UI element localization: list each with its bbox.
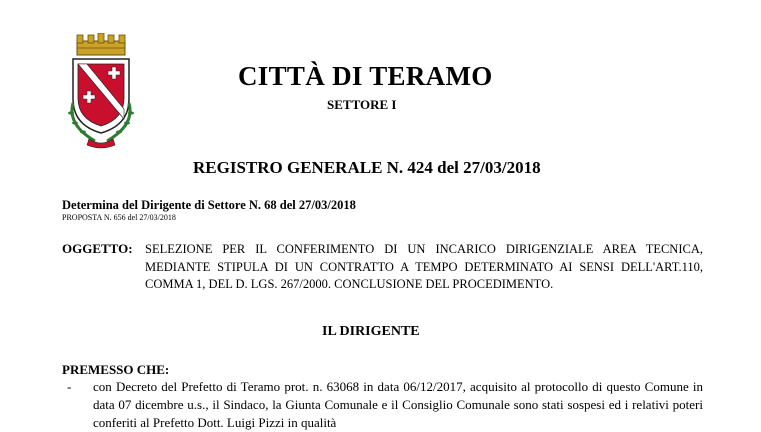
list-item-dash: -: [67, 379, 72, 394]
sector-label: SETTORE I: [327, 97, 397, 112]
list-item: con Decreto del Prefetto di Teramo prot. n. 63068 in data 06/12/2017, acquisito al protocollo di questo Comune in data 07 dicembre u.s., il Sindaco, la Giunta Comunale e il Consiglio Comunale sono stati sospesi ed i relativi poteri conferiti al Prefetto Dott. Luigi Pizzi in qualità: [93, 379, 703, 430]
city-title: CITTÀ DI TERAMO: [238, 61, 493, 91]
oggetto-label: OGGETTO:: [62, 241, 133, 256]
section-heading: IL DIRIGENTE: [322, 324, 420, 339]
premesso-label: PREMESSO CHE:: [62, 362, 170, 377]
proposta-line: PROPOSTA N. 656 del 27/03/2018: [62, 213, 176, 222]
registry-title: REGISTRO GENERALE N. 424 del 27/03/2018: [193, 158, 541, 177]
oggetto-text: SELEZIONE PER IL CONFERIMENTO DI UN INCARICO DIRIGENZIALE AREA TECNICA, MEDIANTE STIPULA DI UN CONTRATTO A TEMPO DETERMINATO AI SENSI DELL'ART.110, COMMA 1, DEL D. LGS. 267/2000. CONCLUSIONE DEL PROCEDIMENTO.: [145, 242, 703, 291]
determina-line: Determina del Dirigente di Settore N. 68 del 27/03/2018: [62, 198, 356, 212]
city-crest-icon: [63, 33, 139, 151]
